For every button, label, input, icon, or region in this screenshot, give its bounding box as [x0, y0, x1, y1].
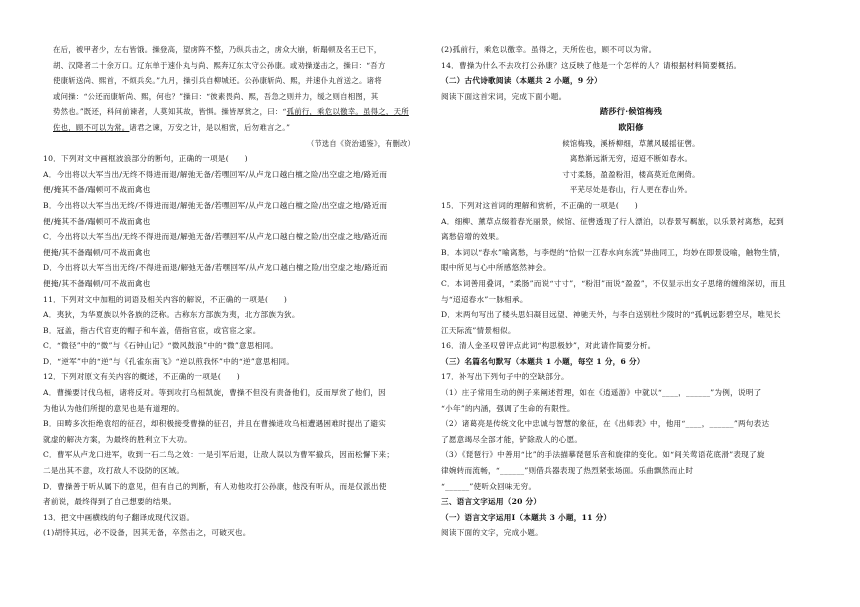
left-line-text: 12．下列对原文有关内容的概述，不正确的一项是( ): [43, 372, 240, 382]
left-line: [43, 104, 415, 120]
right-line: [441, 260, 821, 276]
right-line: [441, 276, 821, 292]
left-line: [43, 385, 415, 401]
left-line: [43, 276, 415, 292]
left-line-text: 势然也。”既还，科问前谏者，人莫知其故，皆惧。操皆厚赏之，曰：“: [53, 107, 287, 117]
right-line: [441, 401, 821, 417]
left-column: [43, 42, 415, 541]
right-line: [441, 479, 821, 495]
left-line-text: 10．下列对文中画框波浪部分的断句，正确的一项是( ): [43, 154, 248, 164]
left-line: [43, 42, 415, 58]
left-line: [43, 494, 415, 510]
left-line-text: A．今出将以大军当出/无终不得进而退/解弛无备/若嘿回军/从卢龙口越白檀之险/出空虚之地/路近而: [43, 169, 388, 179]
left-line: [43, 479, 415, 495]
right-line-text: 阅读下面这首宋词，完成下面小题。: [441, 91, 567, 101]
right-line-text: （二）古代诗歌阅读（本题共 2 小题，9 分）: [441, 76, 602, 86]
left-line: [43, 432, 415, 448]
right-line: [441, 354, 821, 370]
left-line-text: A．曹操要讨伐乌桓，诸将反对。等到攻打乌桓凯旋，曹操不但没有责备他们，反而厚赏了他们，因: [43, 388, 387, 398]
right-line-text: 阅读下面的文字，完成小题。: [441, 528, 543, 538]
left-line: [43, 214, 415, 230]
right-line: [441, 104, 821, 120]
left-line: [43, 73, 415, 89]
left-line-tail: 诸君之谏，万安之计，是以相赏，后勿难言之。”: [129, 122, 291, 132]
left-line-text: 或问操：“公还而康斩尚、熙，何也？”操曰：“彼素畏尚、熙，吾急之则并力，缓之则自相图，其: [53, 91, 379, 101]
right-line: [441, 432, 821, 448]
left-line-text: A．夷狄，为华夏族以外各族的泛称。古称东方部族为夷，北方部族为狄。: [43, 310, 300, 320]
left-line: [43, 182, 415, 198]
right-line-text: 律婉转而流畅，“______”则借兵器表现了热烈紧张场面。乐曲飘然而止时: [441, 466, 694, 476]
right-line: [441, 525, 821, 541]
right-line: [441, 42, 821, 58]
left-line-text: C．曹军从卢龙口进军，收到一石二鸟之效：一是引军后退，让敌人误以为曹军撤兵，因而松懈下来；: [43, 450, 395, 460]
right-line-text: D．末两句写出了楼头思妇凝目远望、神驰天外，与李白送别杜少陵时的“孤帆远影碧空尽，唯见长: [441, 310, 781, 320]
left-line: [43, 136, 415, 152]
left-line: [43, 260, 415, 276]
right-line-text: 平芜尽处是春山，行人更在春山外。: [569, 185, 693, 195]
right-line-text: 15．下列对这首词的理解和赏析，不正确的一项是( ): [441, 200, 638, 210]
left-line-text: D．今出将以大军当出无终/不得进而退/解弛无备/若嘿回军/从卢龙口越白檀之险/出空虚之地/路近而: [43, 263, 388, 273]
left-line-text: 13．把文中画横线的句子翻译成现代汉语。: [43, 512, 195, 522]
right-line-text: 离愁渐远渐无穷，迢迢不断如春水。: [569, 154, 693, 164]
left-line: [43, 416, 415, 432]
right-line-text: （3）《琵琶行》中善用“比”的手法描摹琵琶乐音和旋律的变化。如“间关莺语花底滑”表现了旋: [441, 450, 765, 460]
left-line: [43, 463, 415, 479]
left-line-text: C．今出将以大军当出/无终不得进而退/解弛无备/若嘿回军/从卢龙口越白檀之险/出空虚之地/路近而: [43, 232, 388, 242]
right-line-text: 了愿意竭尽全部才能，铲除敌人的心愿。: [441, 434, 583, 444]
right-line-text: 三、语言文字运用（20 分）: [441, 497, 542, 507]
left-underlined-sentence: 孤前行，乘危以徼幸。虽得之，天所: [286, 107, 409, 117]
right-line-text: 寸寸柔肠，盈盈粉泪，楼高莫近危阑倚。: [562, 169, 700, 179]
left-line: [43, 89, 415, 105]
right-line: [441, 338, 821, 354]
right-line-text: 16．清人金圣叹曾评点此词“构思极妙”，对此请作简要分析。: [441, 341, 656, 351]
left-line-text: 为他认为他们所提的意见也是有道理的。: [43, 403, 185, 413]
left-line-text: 二是出其不意，攻打敌人不设防的区域。: [43, 466, 185, 476]
left-line-text: B．今出将以大军当出无终/不得进而退/解弛无备/若嘿回军/从卢龙口越白檀之险/出空虚之地/路近而: [43, 200, 388, 210]
left-line: [43, 245, 415, 261]
right-line-text: （1）庄子常用生动的例子来阐述哲理，如在《逍遥游》中就以“____，______”为例，说明了: [441, 388, 762, 398]
right-line-text: A．细柳、薰草点缀着春光丽景，候馆、征辔透现了行人漂泊，以春景写羁旅，以乐景衬离愁，起到: [441, 216, 785, 226]
left-line: [43, 120, 415, 136]
right-line-text: 江天际流”情景相似。: [441, 325, 516, 335]
right-line-text: 14．曹操为什么不去攻打公孙康？这反映了他是一个怎样的人？请根据材料简要概括。: [441, 60, 742, 70]
right-line: [441, 120, 821, 136]
left-line-text: 便/掩其不备/蹋顿可不战而禽也: [43, 185, 151, 195]
left-line-text: B．田畴多次拒绝袁绍的征召，却积极接受曹操的征召，并且在曹操进攻乌桓遭遇困难时提出了避实: [43, 419, 387, 429]
right-line: [441, 323, 821, 339]
right-line: [441, 151, 821, 167]
right-line: [441, 229, 821, 245]
right-line: [441, 369, 821, 385]
right-line-text: 离愁倍增的效果。: [441, 232, 504, 242]
left-line-text: B．冠盖，指古代官吏的帽子和车盖，借指官宦，或官宦之家。: [43, 325, 261, 335]
left-line-text: 便/掩其不备/蹋顿可不战而禽也: [43, 216, 151, 226]
left-line-text: 使康斩送尚、熙首，不烦兵矣。”九月，操引兵自柳城还。公孙康斩尚、熙，并速仆丸首送之。诸将: [53, 76, 382, 86]
left-line: [43, 354, 415, 370]
right-line: [441, 58, 821, 74]
left-line: [43, 151, 415, 167]
right-line-text: “小年”的内涵，强调了生命的有限性。: [441, 403, 575, 413]
left-line: [43, 510, 415, 526]
right-column: [441, 42, 821, 541]
left-line: [43, 307, 415, 323]
right-line: [441, 307, 821, 323]
left-line: [43, 58, 415, 74]
left-line: [43, 198, 415, 214]
left-line-text: 便掩/其不备蹋顿/可不战而禽也: [43, 278, 151, 288]
right-line-text: 踏莎行·候馆梅残: [599, 106, 663, 117]
left-line: [43, 525, 415, 541]
right-line: [441, 73, 821, 89]
left-line: [43, 229, 415, 245]
left-line: [43, 401, 415, 417]
right-line: [441, 385, 821, 401]
left-line: [43, 323, 415, 339]
right-line: [441, 447, 821, 463]
right-line: [441, 245, 821, 261]
left-line: [43, 369, 415, 385]
left-line-text: D．“逆军”中的“逆”与《孔雀东南飞》“逆以煎我怀”中的“逆”意思相同。: [43, 356, 295, 366]
left-line: [43, 292, 415, 308]
right-line-text: 17．补写出下列句子中的空缺部分。: [441, 372, 569, 382]
left-line-text: 者前说，最终得到了自己想要的结果。: [43, 497, 177, 507]
left-line-text: C．“微径”中的“微”与《石钟山记》“微风鼓浪”中的“微”意思相同。: [43, 341, 279, 351]
right-line-text: 候馆梅残，溪桥柳细，草薰风暖摇征辔。: [562, 138, 700, 148]
left-line-text: 胡、汉降者二十余万口。辽东单于速仆丸与尚、熙奔辽东太守公孙康。或劝操遂击之，操曰：“吾方: [53, 60, 386, 70]
left-line-text: 佐也，顾不可以为常。: [53, 122, 130, 132]
left-line-text: (1)胡恃其远，必不设备，因其无备，卒然击之，可破灭也。: [43, 528, 251, 538]
left-line-text: D．曹操善于听从属下的意见，但有自己的判断，有人劝他攻打公孙康，他没有听从，而是仅派出使: [43, 481, 387, 491]
right-line-text: “______”使听众回味无穷。: [441, 481, 537, 491]
right-line-text: B．本词以“春水”喻离愁，与李煜的“恰似一江春水向东流”异曲同工，均妙在即景设喻，触物生情，: [441, 247, 785, 257]
right-line: [441, 167, 821, 183]
left-line-text: 就虚的解决方案，为最终的胜利立下大功。: [43, 434, 193, 444]
right-line: [441, 182, 821, 198]
right-line: [441, 136, 821, 152]
right-line-text: （三）名篇名句默写（本题共 1 小题，每空 1 分，6 分）: [441, 356, 645, 366]
right-line: [441, 416, 821, 432]
right-line: [441, 510, 821, 526]
left-line-text: 11．下列对文中加粗的词语及相关内容的解说，不正确的一项是( ): [43, 294, 288, 304]
left-line: [43, 338, 415, 354]
right-line-text: （一）语言文字运用Ⅰ（本题共 3 小题，11 分）: [441, 512, 612, 522]
right-line: [441, 494, 821, 510]
left-line-text: 便掩/其不备蹋顿/可不战而禽也: [43, 247, 151, 257]
right-line-text: (2)孤前行，乘危以徼幸。虽得之，天所佐也，顾不可以为常。: [441, 45, 657, 54]
right-line-text: 欧阳修: [618, 121, 644, 132]
left-line: [43, 167, 415, 183]
right-line-text: （2）诸葛亮是传统文化中忠诚与智慧的象征，在《出师表》中，他用“____，______”两句表达: [441, 419, 770, 429]
right-line-text: C．本词善用叠词，“柔肠”而说“寸寸”，“粉泪”而说“盈盈”，不仅显示出女子思绪的缠绵深切，而且: [441, 278, 787, 288]
right-line: [441, 198, 821, 214]
right-line: [441, 292, 821, 308]
left-line: [43, 447, 415, 463]
right-line-text: 与“迢迢春水”一脉相承。: [441, 294, 528, 304]
right-line-text: 眼中所见与心中所感悠然神会。: [441, 263, 551, 273]
right-line: [441, 463, 821, 479]
left-line-text: （节选自《资治通鉴》，有删改）: [307, 138, 415, 148]
right-line: [441, 89, 821, 105]
left-line-text: 在后，被甲者少，左右皆饿。操登高，望虏阵不整，乃纵兵击之，虏众大崩，斩蹋顿及名王已下，: [53, 45, 382, 54]
right-line: [441, 214, 821, 230]
